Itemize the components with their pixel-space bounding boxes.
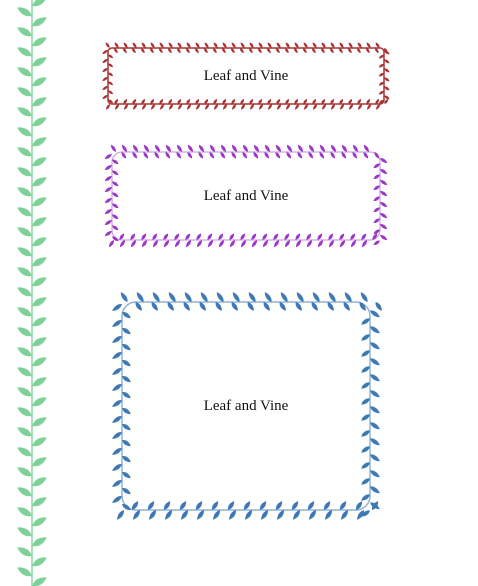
side-vine-leaf	[30, 495, 48, 509]
side-vine-leaf	[16, 285, 34, 299]
vine-leaf	[372, 239, 380, 246]
frame-label-blue: Leaf and Vine	[203, 397, 289, 414]
side-vine-leaf	[30, 295, 48, 309]
vine-stem	[108, 48, 384, 104]
side-vine-leaf	[30, 0, 48, 9]
side-vine-leaf	[30, 515, 48, 529]
frame-label-red: Leaf and Vine	[203, 67, 289, 84]
side-vine-leaf	[16, 5, 34, 19]
leaf-vine-frame-blue	[112, 292, 380, 520]
side-vine-leaf	[16, 545, 34, 559]
side-vine-leaf	[16, 405, 34, 419]
side-vine-leaf	[16, 365, 34, 379]
side-vine-leaf	[16, 305, 34, 319]
side-vine-leaf	[30, 255, 48, 269]
vine-leaf	[105, 42, 111, 49]
side-vine-leaf	[30, 215, 48, 229]
vine-leaf	[369, 501, 381, 511]
side-vine-leaf	[30, 435, 48, 449]
side-vine-leaf	[30, 195, 48, 209]
side-vine-leaf	[16, 85, 34, 99]
vine-leaf	[110, 144, 118, 153]
side-vine-leaf	[30, 275, 48, 289]
leaf-vine-frame-purple	[106, 146, 386, 246]
vine-stem	[122, 302, 370, 510]
side-vine-leaf	[30, 555, 48, 569]
side-vine-leaf	[16, 145, 34, 159]
side-vine-leaf	[16, 445, 34, 459]
vine-leaf	[121, 502, 132, 512]
vine-leaf	[374, 301, 384, 312]
vine-stem	[112, 152, 380, 240]
side-vine-leaf	[30, 75, 48, 89]
side-vine-leaf	[16, 565, 34, 579]
side-vine-leaf	[16, 125, 34, 139]
red-vine-border	[104, 44, 388, 108]
vine-leaf	[379, 234, 388, 242]
side-vine-leaf	[30, 475, 48, 489]
purple-vine-border	[106, 146, 386, 246]
side-vine-decoration	[10, 0, 54, 586]
side-vine-leaf	[16, 485, 34, 499]
side-vine-leaf	[30, 455, 48, 469]
side-vine-leaf	[30, 395, 48, 409]
side-vine-leaf	[16, 185, 34, 199]
side-vine-leaf	[16, 505, 34, 519]
side-vine-leaf	[16, 45, 34, 59]
side-vine-leaf	[16, 205, 34, 219]
side-vine-leaf	[16, 105, 34, 119]
side-vine-leaf	[30, 55, 48, 69]
side-vine-leaf	[16, 425, 34, 439]
side-vine-leaf	[16, 225, 34, 239]
side-vine-leaf	[16, 245, 34, 259]
side-vine-leaf	[30, 155, 48, 169]
side-vine-leaf	[30, 575, 48, 586]
vine-leaf	[115, 509, 125, 521]
side-vine-leaf	[16, 385, 34, 399]
vine-leaf	[104, 153, 113, 161]
vine-leaf	[108, 239, 116, 248]
side-vine-leaf	[16, 65, 34, 79]
side-vine-leaf	[30, 535, 48, 549]
frame-label-purple: Leaf and Vine	[203, 187, 289, 204]
side-vine-leaf	[30, 95, 48, 109]
side-vine-leaf	[16, 265, 34, 279]
side-vine-leaf	[30, 375, 48, 389]
side-vine-leaf	[30, 335, 48, 349]
leaf-vine-frame-red	[104, 44, 388, 108]
side-vine-leaf	[30, 175, 48, 189]
side-vine-leaf	[16, 165, 34, 179]
side-vine-leaf	[30, 135, 48, 149]
vine-leaf	[119, 291, 129, 303]
side-vine-leaf	[16, 325, 34, 339]
side-vine-leaf	[30, 15, 48, 29]
blue-vine-border	[112, 292, 380, 520]
side-vine-leaf	[16, 345, 34, 359]
side-vine-leaf	[16, 525, 34, 539]
side-vine-leaf	[16, 465, 34, 479]
side-vine-leaf	[30, 115, 48, 129]
vine-leaf	[111, 302, 123, 312]
side-vine-leaf	[30, 355, 48, 369]
side-vine-leaf	[16, 25, 34, 39]
side-vine-leaf	[30, 315, 48, 329]
side-vine-leaf	[30, 415, 48, 429]
side-vine-leaf	[30, 235, 48, 249]
vine-leaf	[359, 291, 369, 303]
side-vine-leaf	[30, 35, 48, 49]
